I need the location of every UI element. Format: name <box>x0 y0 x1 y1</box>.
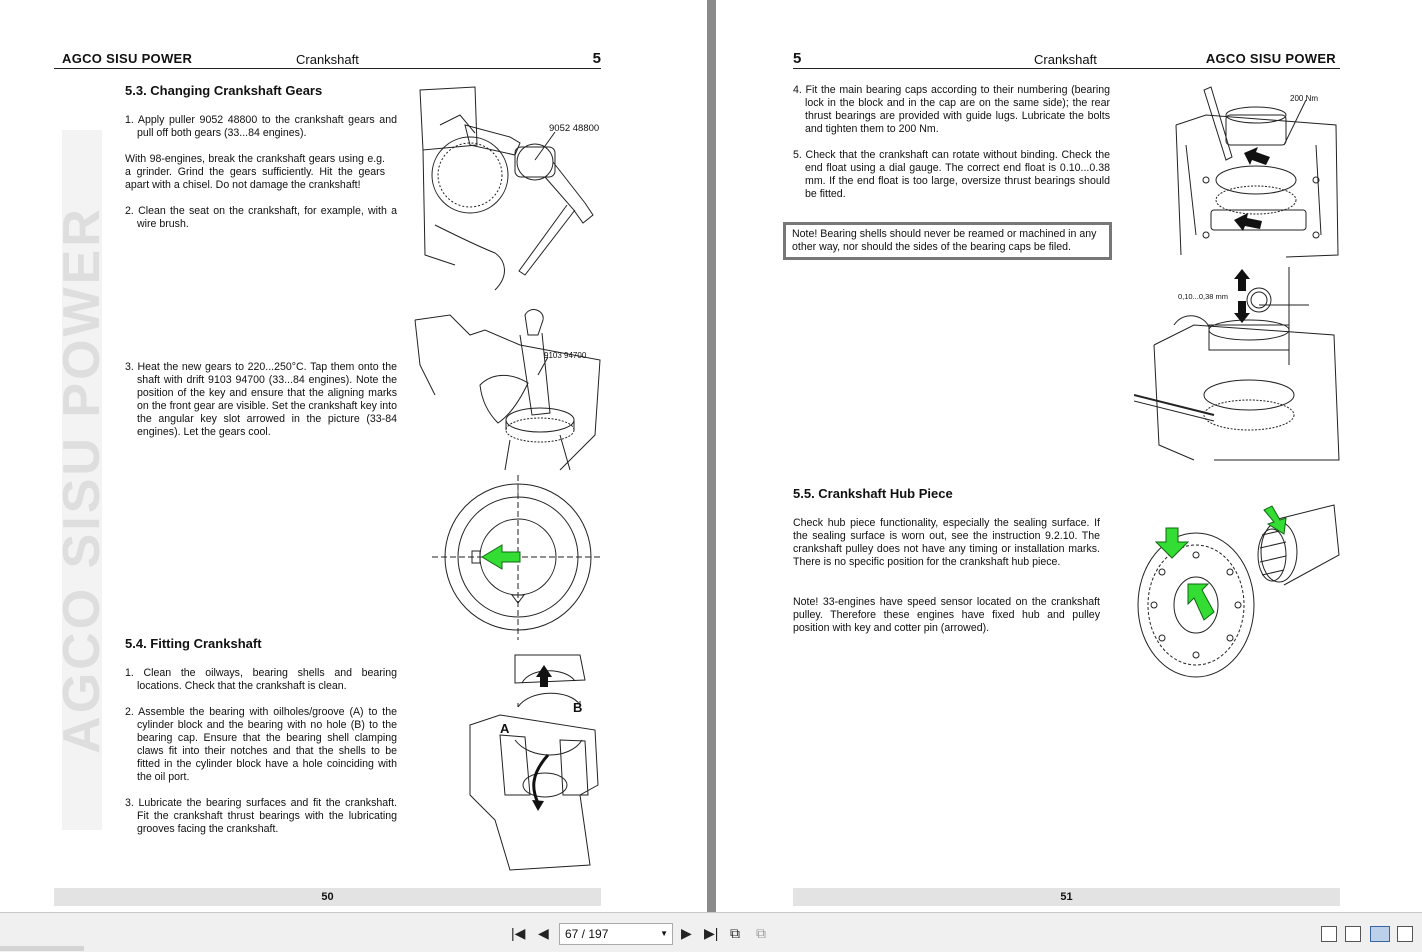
chapter-title: Crankshaft <box>1034 52 1097 67</box>
note-98-engines: With 98-engines, break the crankshaft gears using e.g. a grinder. Grind the gears sufficiently. Hit the gears apart with a chisel. Do not damage the crankshaft! <box>125 153 385 191</box>
single-page-icon[interactable] <box>1321 926 1337 942</box>
figure-label-torque: 200 Nm <box>1290 94 1319 103</box>
right-page <box>716 0 1422 912</box>
page-footer <box>793 888 1340 906</box>
fit-step-2-text: 2. Assemble the bearing with oilholes/groove (A) to the cylinder block and the bearing with no hole (B) to the bearing cap. Ensure that the bearing shell clamping claws fit into their notches and that the shells to be fitted in the cylinder block have a hole coinciding with the oil port. <box>125 706 397 783</box>
arrow-up-icon <box>536 665 552 687</box>
left-page <box>0 0 707 912</box>
figure-drift <box>410 305 605 475</box>
side-watermark <box>53 130 111 830</box>
chevron-down-icon[interactable]: ▼ <box>660 929 668 938</box>
section-heading-5-5: 5.5. Crankshaft Hub Piece <box>793 486 953 501</box>
section-heading-5-4: 5.4. Fitting Crankshaft <box>125 636 262 651</box>
fit-step-3-text: 3. Lubricate the bearing surfaces and fit the crankshaft. Fit the crankshaft thrust bearings with the lubricating grooves facing the crankshaft. <box>125 797 397 835</box>
page-number-field[interactable] <box>559 923 673 945</box>
page-header <box>54 50 601 69</box>
continuous-icon[interactable] <box>1345 926 1361 942</box>
figure-label-b: B <box>573 700 583 715</box>
figure-label-a: A <box>500 721 510 736</box>
section-heading-5-3: 5.3. Changing Crankshaft Gears <box>125 83 323 98</box>
arrow-icon <box>1234 213 1262 231</box>
arrow-icon <box>1244 147 1270 165</box>
step-3-text: 3. Heat the new gears to 220...250°C. Tap them onto the shaft with drift 9103 94700 (33...84 engines). Note the position of the key and ensure that the aligning marks on the front gear are visible. Set the crankshaft key into the angular key slot arrowed in the picture (33-84 engines). Let the gears cool. <box>125 361 397 438</box>
last-page-icon[interactable]: ▶| <box>704 925 719 941</box>
page-number-value: 67 / 197 <box>565 927 609 941</box>
page-header <box>793 50 1340 69</box>
figure-hub-piece <box>1134 500 1344 680</box>
facing-icon[interactable] <box>1370 926 1390 942</box>
hub-check-text: Check hub piece functionality, especially the sealing surface. If the sealing surface is worn out, see the instruction 9.2.10. The crankshaft pulley does not have any timing or installation marks. There is no specific position for the crankshaft hub piece. <box>793 517 1100 568</box>
viewer-toolbar <box>0 912 1422 952</box>
note-box: Note! Bearing shells should never be reamed or machined in any other way, nor should the sides of the bearing caps be filed. <box>783 222 1112 260</box>
green-arrow-icon <box>1156 528 1188 558</box>
side-watermark-text: AGCO SISU POWER <box>53 206 111 754</box>
step-4-text: 4. Fit the main bearing caps according to their numbering (bearing lock in the block and in the cap are on the same side); the rear thrust bearings are provided with guide lugs. Lubricate the bolts and tighten them to 200 Nm. <box>793 84 1110 135</box>
next-page-icon[interactable]: ▶ <box>681 925 692 941</box>
fit-step-1-text: 1. Clean the oilways, bearing shells and bearing locations. Check that the crankshaft is clean. <box>125 667 397 692</box>
figure-bearing-caps <box>1166 85 1346 260</box>
brand-logo: AGCO SISU POWER <box>1205 51 1336 66</box>
horizontal-scrollbar[interactable] <box>0 946 84 951</box>
figure-puller <box>415 85 605 295</box>
page-number: 51 <box>1060 891 1073 903</box>
first-page-icon[interactable]: |◀ <box>511 925 526 941</box>
go-back-icon[interactable]: ⧉ <box>730 925 740 941</box>
green-arrow-icon <box>482 545 520 569</box>
step-1-text: 1. Apply puller 9052 48800 to the crankshaft gears and pull off both gears (33...84 engines). <box>125 114 397 139</box>
chapter-title: Crankshaft <box>296 52 359 67</box>
green-arrow-icon <box>1188 584 1214 620</box>
page-number: 50 <box>321 891 334 903</box>
figure-label-puller: 9052 48800 <box>549 123 600 134</box>
brand-logo: AGCO SISU POWER <box>62 51 193 66</box>
step-2-text: 2. Clean the seat on the crankshaft, for example, with a wire brush. <box>125 205 397 230</box>
step-5-text: 5. Check that the crankshaft can rotate without binding. Check the end float using a dial gauge. The correct end float is 0.10...0.38 mm. If the end float is too large, oversize thrust bearings should be fitted. <box>793 149 1110 200</box>
figure-label-drift: 9103 94700 <box>544 351 587 360</box>
hub-note-text: Note! 33-engines have speed sensor located on the crankshaft pulley. Therefore these engines have fixed hub and pulley position with key and cotter pin (arrowed). <box>793 596 1100 634</box>
figure-gear-keyslot <box>430 475 605 640</box>
go-forward-icon[interactable]: ⧉ <box>756 925 766 941</box>
figure-dial-gauge <box>1134 265 1344 465</box>
continuous-facing-icon[interactable] <box>1397 926 1413 942</box>
chapter-number: 5 <box>592 50 601 67</box>
figure-bearing-shells <box>460 645 605 875</box>
prev-page-icon[interactable]: ◀ <box>538 925 549 941</box>
arrow-up-icon <box>1234 269 1250 291</box>
chapter-number: 5 <box>793 50 802 67</box>
arrow-curve-icon <box>534 755 548 803</box>
figure-label-end-float: 0,10...0,38 mm <box>1178 292 1229 301</box>
page-footer <box>54 888 601 906</box>
